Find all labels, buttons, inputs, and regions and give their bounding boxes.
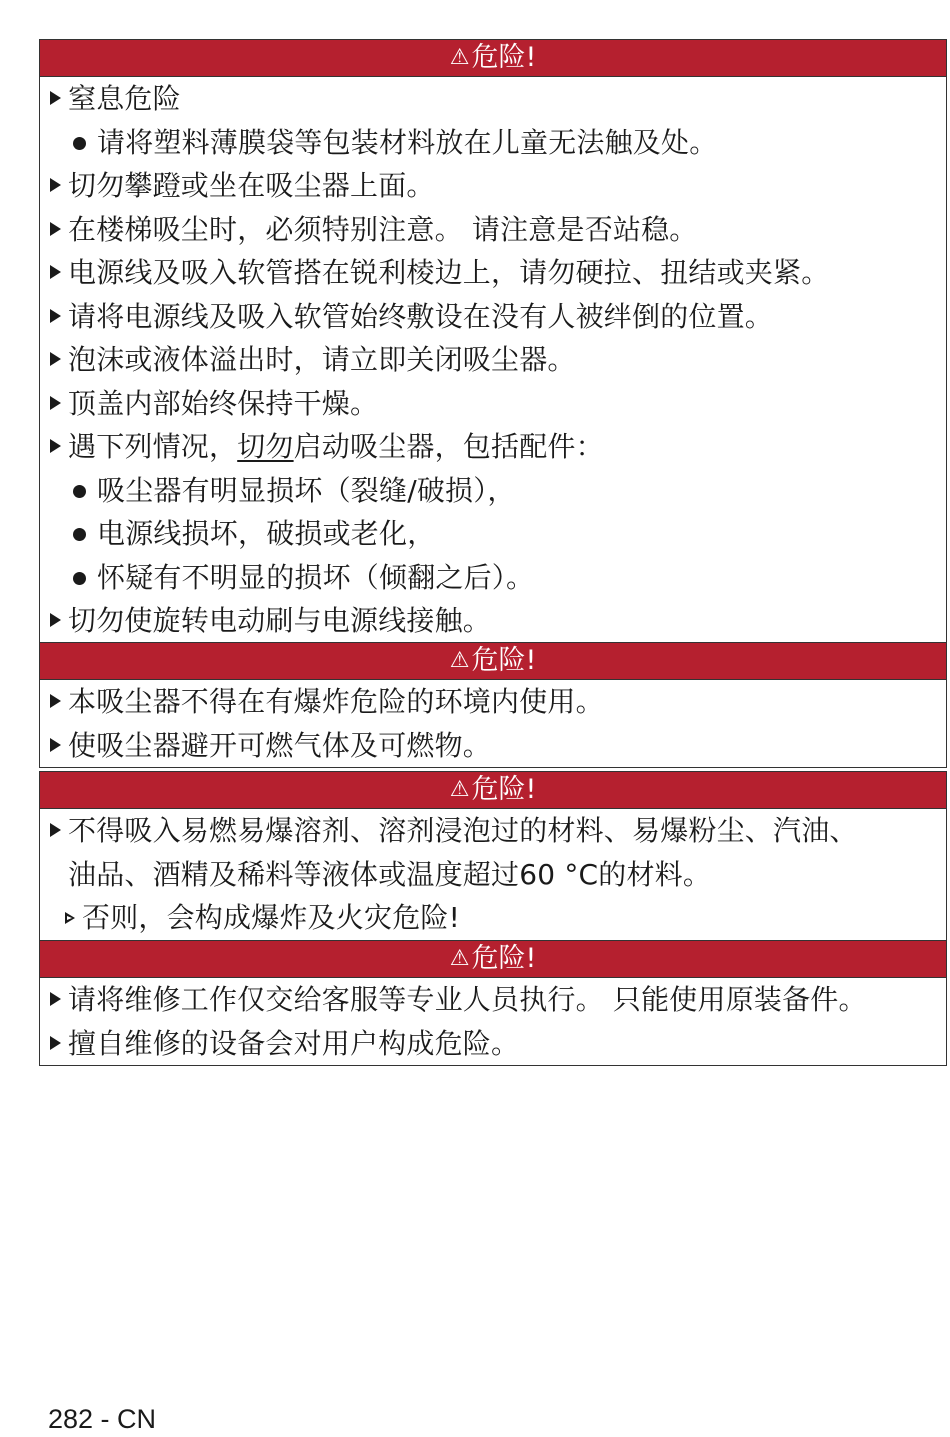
danger-header-label: 危险!: [471, 645, 537, 676]
instruction-continuation: 油品、酒精及稀料等液体或温度超过60 °C的材料。: [68, 857, 712, 891]
instruction-item: 窒息危险: [40, 77, 946, 121]
instruction-item: 在楼梯吸尘时，必须特别注意。 请注意是否站稳。: [40, 208, 946, 252]
danger-header: [40, 941, 946, 978]
bullet-item: 请将塑料薄膜袋等包装材料放在儿童无法触及处。: [40, 121, 946, 165]
instruction-item: 顶盖内部始终保持干燥。: [40, 382, 946, 426]
warning-triangle-icon: ⚠: [449, 777, 470, 802]
instruction-text: 启动吸尘器，包括配件：: [293, 430, 604, 463]
danger-header-label: 危险!: [471, 42, 537, 73]
bullet-item: 电源线损坏，破损或老化，: [40, 512, 946, 556]
instruction-item: 本吸尘器不得在有爆炸危险的环境内使用。: [40, 680, 946, 724]
instruction-text: 遇下列情况，: [68, 430, 238, 463]
danger-box: [39, 771, 947, 941]
instruction-item: 不得吸入易燃易爆溶剂、溶剂浸泡过的材料、易爆粉尘、汽油、: [40, 809, 946, 853]
instruction-item: 请将维修工作仅交给客服等专业人员执行。 只能使用原装备件。: [40, 978, 946, 1022]
warning-triangle-icon: ⚠: [449, 45, 470, 70]
instruction-item: [40, 425, 946, 469]
warning-triangle-icon: ⚠: [449, 946, 470, 971]
page-number: 282 - CN: [48, 1404, 157, 1434]
instruction-item: 泡沫或液体溢出时，请立即关闭吸尘器。: [40, 338, 946, 382]
result-item: 否则，会构成爆炸及火灾危险!: [40, 896, 946, 940]
danger-box: [39, 642, 947, 768]
bullet-item: 吸尘器有明显损坏（裂缝/破损），: [40, 469, 946, 513]
danger-header: [40, 40, 946, 77]
instruction-item: 擅自维修的设备会对用户构成危险。: [40, 1022, 946, 1066]
instruction-item: 请将电源线及吸入软管始终敷设在没有人被绊倒的位置。: [40, 295, 946, 339]
danger-header-label: 危险!: [471, 774, 537, 805]
warning-triangle-icon: ⚠: [449, 648, 470, 673]
emphasis-text: 切勿: [237, 430, 294, 463]
danger-header: [40, 643, 946, 680]
danger-header-label: 危险!: [471, 943, 537, 974]
bullet-item: 怀疑有不明显的损坏（倾翻之后）。: [40, 556, 946, 600]
danger-box: [39, 940, 947, 1066]
instruction-item: 使吸尘器避开可燃气体及可燃物。: [40, 724, 946, 768]
instruction-item: 电源线及吸入软管搭在锐利棱边上，请勿硬拉、扭结或夹紧。: [40, 251, 946, 295]
instruction-item: 切勿使旋转电动刷与电源线接触。: [40, 599, 946, 643]
danger-header: [40, 772, 946, 809]
instruction-item: 切勿攀蹬或坐在吸尘器上面。: [40, 164, 946, 208]
danger-box: [39, 39, 947, 644]
